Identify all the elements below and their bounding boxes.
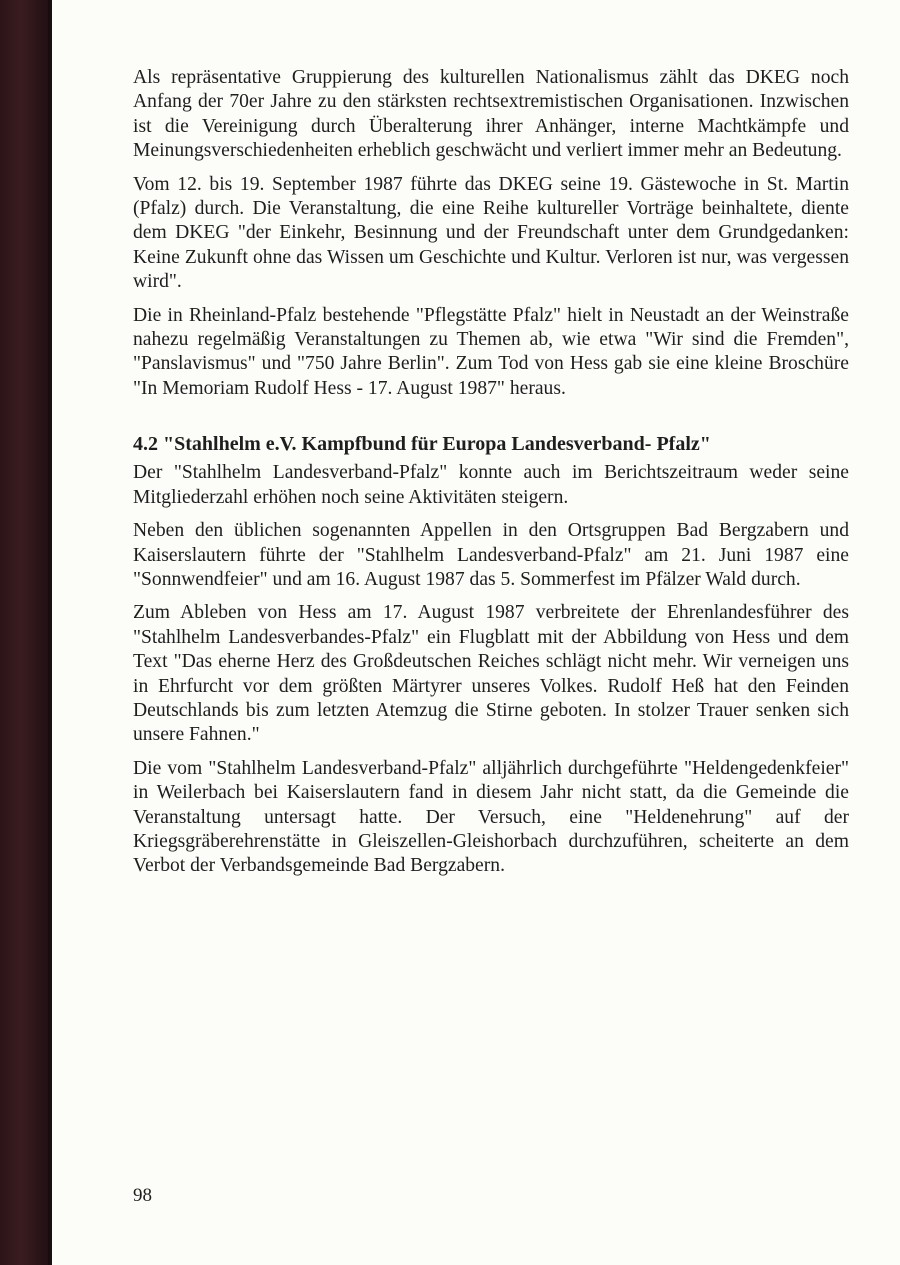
paragraph-pflegstaette-pfalz: Die in Rheinland-Pfalz bestehende "Pflegstätte Pfalz" hielt in Neustadt an der Weinstraße nahezu regelmäßig Veranstaltungen zu Themen ab, wie etwa "Wir sind die Fremden", "Panslavismus" und "750 Jahre Berlin". Zum Tod von Hess gab sie eine kleine Broschüre "In Memoriam Rudolf Hess - 17. August 1987" heraus.	[133, 304, 849, 399]
page-number: 98	[133, 1185, 152, 1206]
paragraph-stahlhelm-memorial: Die vom "Stahlhelm Landesverband-Pfalz" alljährlich durchgeführte "Heldengedenkfeier" in Weilerbach bei Kaiserslautern fand in diesem Jahr nicht statt, da die Gemeinde die Veranstaltung untersagt hatte. Der Versuch, eine "Heldenehrung" auf der Kriegsgräberehrenstätte in Gleiszellen-Gleishorbach durchzuführen, scheiterte an dem Verbot der Verbandsgemeinde Bad Bergzabern.	[133, 757, 849, 877]
paragraph-stahlhelm-flyer: Zum Ableben von Hess am 17. August 1987 verbreitete der Ehrenlandesführer des "Stahlhelm Landesverbandes-Pfalz" ein Flugblatt mit der Abbildung von Hess und dem Text "Das eherne Herz des Großdeutschen Reiches schlägt nicht mehr. Wir verneigen uns in Ehrfurcht vor dem größten Märtyrer unseres Volkes. Rudolf Heß hat den Feinden Deutschlands bis zum letzten Atemzug die Stirne geboten. In stolzer Trauer senken sich unsere Fahnen."	[133, 602, 849, 746]
section-heading-stahlhelm: 4.2 "Stahlhelm e.V. Kampfbund für Europa Landesverband- Pfalz"	[133, 433, 711, 456]
paragraph-dkeg-guest-week: Vom 12. bis 19. September 1987 führte das DKEG seine 19. Gästewoche in St. Martin (Pfalz) durch. Die Veranstaltung, die eine Reihe kultureller Vorträge beinhaltete, diente dem DKEG "der Einkehr, Besinnung und der Freundschaft unter dem Grundgedanken: Keine Zukunft ohne das Wissen um Geschichte und Kultur. Verloren ist nur, was vergessen wird".	[133, 173, 849, 293]
page-body	[133, 66, 849, 888]
paragraph-stahlhelm-events: Neben den üblichen sogenannten Appellen in den Ortsgruppen Bad Bergzabern und Kaiserslautern führte der "Stahlhelm Landesverband-Pfalz" am 21. Juni 1987 eine "Sonnwendfeier" und am 16. August 1987 das 5. Sommerfest im Pfälzer Wald durch.	[133, 520, 849, 590]
book-binding-edge	[0, 0, 52, 1265]
paragraph-stahlhelm-members: Der "Stahlhelm Landesverband-Pfalz" konnte auch im Berichtszeitraum weder seine Mitgliederzahl erhöhen noch seine Aktivitäten steigern.	[133, 462, 849, 508]
paragraph-dkeg-overview: Als repräsentative Gruppierung des kulturellen Nationalismus zählt das DKEG noch Anfang der 70er Jahre zu den stärksten rechtsextremistischen Organisationen. Inzwischen ist die Vereinigung durch Überalterung ihrer Anhänger, interne Machtkämpfe und Meinungsverschiedenheiten erheblich geschwächt und verliert immer mehr an Bedeutung.	[133, 67, 849, 162]
